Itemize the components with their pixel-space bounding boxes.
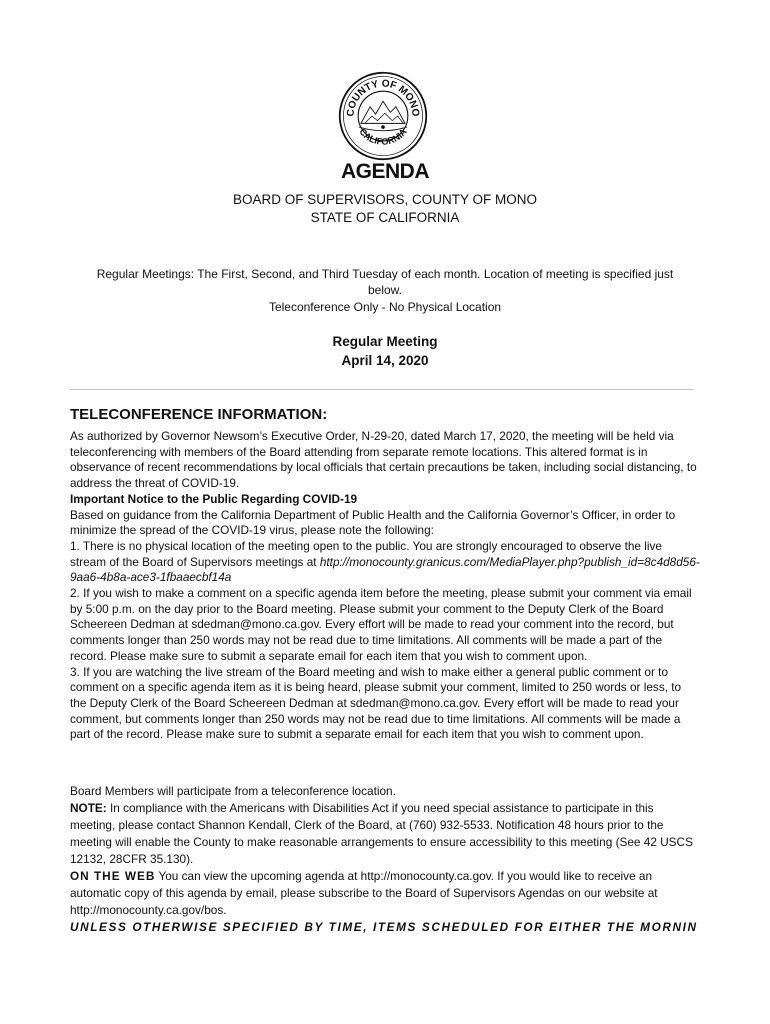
on-the-web-note	[70, 868, 700, 919]
regular-meetings-text: Regular Meetings: The First, Second, and Third Tuesday of each month. Location of meeting is specified just below.	[96, 267, 674, 297]
covid-notice-intro: Based on guidance from the California Department of Public Health and the California Governor’s Officer, in order to minimize the spread of the COVID-19 virus, please note the following:	[70, 507, 676, 538]
web-label: ON THE WEB	[70, 869, 156, 883]
county-seal-logo	[337, 70, 429, 162]
note-label: NOTE:	[70, 801, 107, 815]
teleconference-heading: TELECONFERENCE INFORMATION:	[70, 406, 328, 423]
teleconference-only-text: Teleconference Only - No Physical Location	[268, 300, 502, 314]
notice-item-3: 3. If you are watching the live stream of the Board meeting and wish to make either a general public comment or to comment on a specific agenda item as it is being heard, please submit your comment, limited to 250 words or less, to the Deputy Clerk of the Board Scheereen Dedman at sdedman@mono.ca.gov. Every effort will be made to read your comment, but comments longer than 250 words may not be read due to time limitations. All comments will be made a part of the record. Please make sure to submit a separate email for each item that you wish to comment upon.	[70, 664, 682, 742]
unless-specified-note: UNLESS OTHERWISE SPECIFIED BY TIME, ITEMS SCHEDULED FOR EITHER THE MORNIN	[70, 920, 698, 934]
notice-item-2: 2. If you wish to make a comment on a specific agenda item before the meeting, please submit your comment via email by 5:00 p.m. on the day prior to the Board meeting. Please submit your comment to the Deputy Clerk of the Board Scheereen Dedman at sdedman@mono.ca.gov. Every effort will be made to read your comment into the record, but comments longer than 250 words may not be read due to time limitations. All comments will be made a part of the record. Please make sure to submit a separate email for each item that you wish to comment upon.	[70, 586, 692, 663]
svg-text:CALIFORNIA: CALIFORNIA	[357, 126, 409, 147]
board-name: BOARD OF SUPERVISORS, COUNTY OF MONO	[232, 192, 538, 207]
teleconference-intro: As authorized by Governor Newsom’s Executive Order, N-29-20, dated March 17, 2020, the meeting will be held via teleconferencing with members of the Board attending from separate remote locations. This altered format is in observance of recent recommendations by local officials that certain precautions be taken, including social distancing, to address the threat of COVID-19.	[70, 429, 697, 491]
notice-item-1-text: 1. There is no physical location of the meeting open to the public. You are strongly encouraged to observe the live stream of the Board of Supervisors meetings at	[70, 538, 662, 569]
meeting-type: Regular Meeting	[332, 334, 438, 349]
web-note-text: You can view the upcoming agenda at http://monocounty.ca.gov. If you would like to receive an automatic copy of this agenda by email, please subscribe to the Board of Supervisors Agendas on our website at http://monocounty.ca.gov/bos.	[70, 869, 658, 917]
footer-notes	[70, 783, 700, 936]
covid-notice-heading: Important Notice to the Public Regarding COVID-19	[70, 491, 358, 506]
meeting-date: April 14, 2020	[341, 353, 429, 368]
teleconference-section	[70, 405, 700, 743]
ada-note	[70, 800, 700, 868]
board-members-note: Board Members will participate from a teleconference location.	[70, 784, 396, 798]
svg-text:COUNTY OF MONO: COUNTY OF MONO	[345, 78, 421, 118]
notice-item-1	[70, 539, 700, 586]
ada-note-text: In compliance with the Americans with Disabilities Act if you need special assistance to participate in this meeting, please contact Shannon Kendall, Clerk of the Board, at (760) 932-5533. Notification 48 hours prior to the meeting will enable the County to make reasonable arrangements to ensure accessibility to this meeting (See 42 USCS 12132, 28CFR 35.130).	[70, 801, 693, 866]
agenda-title: AGENDA	[340, 160, 429, 183]
section-divider	[70, 389, 694, 390]
state-name: STATE OF CALIFORNIA	[310, 210, 460, 225]
live-stream-link[interactable]: http://monocounty.granicus.com/MediaPlayer.php?publish_id=8c4d8d56-9aa6-4b8a-ace3-1fbaaecbf14a	[70, 554, 700, 585]
